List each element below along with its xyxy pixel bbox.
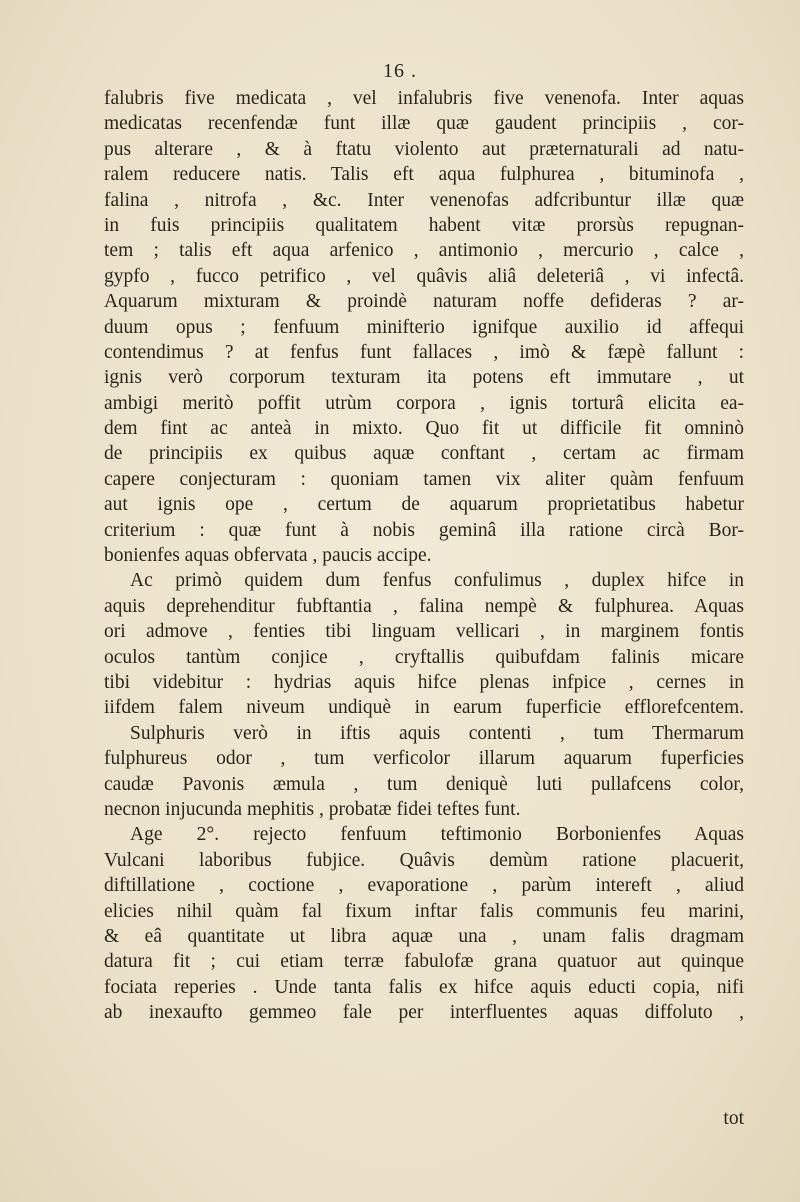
text-line: in fuis principiis qualitatem habent vitæ prorsùs repugnan- (104, 214, 744, 236)
text-line: & eâ quantitate ut libra aquæ una , unam falis dragmam (104, 925, 744, 947)
text-line: datura fit ; cui etiam terræ fabulofæ grana quatuor aut quinque (104, 951, 744, 973)
text-line: pus alterare , & à ftatu violento aut præternaturali ad natu- (104, 138, 744, 160)
text-line: medicatas recenfendæ funt illæ quæ gaudent principiis , cor- (104, 113, 744, 135)
text-line: ambigi meritò poffit utrùm corpora , ignis torturâ elicita ea- (104, 392, 744, 414)
text-line: ori admove , fenties tibi linguam vellicari , in marginem fontis (104, 621, 744, 643)
text-line: bonienfes aquas obfervata , paucis accipe. (104, 545, 432, 567)
text-line: Age 2°. rejecto fenfuum teftimonio Borbonienfes Aquas (130, 824, 744, 846)
text-line: capere conjecturam : quoniam tamen vix aliter quàm fenfuum (104, 468, 744, 490)
text-line: de principiis ex quibus aquæ conftant , certam ac firmam (104, 443, 744, 465)
text-line: aquis deprehenditur fubftantia , falina nempè & fulphurea. Aquas (104, 595, 744, 617)
page-number: 16 . (383, 60, 417, 82)
text-line: fociata reperies . Unde tanta falis ex hifce aquis educti copia, nifi (104, 976, 744, 998)
text-line: iifdem falem niveum undiquè in earum fuperficie efflorefcentem. (104, 697, 744, 719)
text-line: diftillatione , coctione , evaporatione , parùm intereft , aliud (104, 875, 744, 897)
text-line: falubris five medicata , vel infalubris five venenofa. Inter aquas (104, 88, 744, 109)
text-line: fulphureus odor , tum verficolor illarum aquarum fuperficies (104, 748, 744, 770)
text-line: tem ; talis eft aqua arfenico , antimonio , mercurio , calce , (104, 240, 744, 262)
text-line: ignis verò corporum texturam ita potens eft immutare , ut (104, 367, 744, 389)
text-line: necnon injucunda mephitis , probatæ fidei teftes funt. (104, 798, 521, 820)
text-line: caudæ Pavonis æmula , tum deniquè luti pullafcens color, (104, 773, 744, 795)
text-line: Sulphuris verò in iftis aquis contenti , tum Thermarum (130, 722, 744, 744)
text-line: aut ignis ope , certum de aquarum proprietatibus habetur (104, 494, 744, 516)
text-line: contendimus ? at fenfus funt fallaces , imò & fæpè fallunt : (104, 341, 744, 363)
text-line: duum opus ; fenfuum minifterio ignifque auxilio id affequi (104, 316, 744, 338)
text-line: Ac primò quidem dum fenfus confulimus , duplex hifce in (130, 570, 744, 592)
text-line: criterium : quæ funt à nobis geminâ illa ratione circà Bor- (104, 519, 744, 541)
text-line: elicies nihil quàm fal fixum inftar falis communis feu marini, (104, 900, 744, 922)
text-line: gypfo , fucco petrifico , vel quâvis aliâ deleteriâ , vi infectâ. (104, 265, 744, 287)
text-line: tibi videbitur : hydrias aquis hifce plenas infpice , cernes in (104, 671, 744, 693)
text-line: Vulcani laboribus fubjice. Quâvis demùm ratione placuerit, (104, 849, 744, 871)
text-line: ralem reducere natis. Talis eft aqua fulphurea , bituminofa , (104, 164, 744, 186)
body-text (104, 86, 744, 1025)
text-line: ab inexaufto gemmeo fale per interfluentes aquas diffoluto , (104, 1002, 744, 1024)
catchword: tot (723, 1108, 744, 1129)
text-line: falina , nitrofa , &c. Inter venenofas adfcribuntur illæ quæ (104, 189, 744, 211)
text-line: Aquarum mixturam & proindè naturam noffe defideras ? ar- (104, 291, 744, 313)
text-line: oculos tantùm conjice , cryftallis quibufdam falinis micare (104, 646, 744, 668)
text-line: dem fint ac anteà in mixto. Quo fit ut difficile fit omninò (104, 418, 744, 440)
